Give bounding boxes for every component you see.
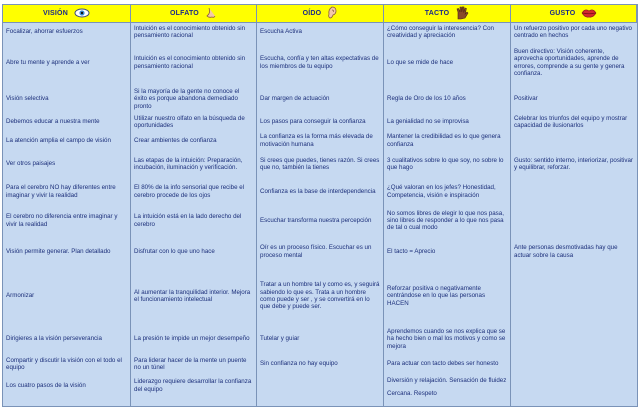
table-cell xyxy=(131,177,256,206)
cell-text: Escuchar transforma nuestra percepción xyxy=(260,216,372,224)
cell-text: Escucha Activa xyxy=(260,28,302,36)
cell-text: Gusto: sentido interno, interiorizar, positivar y equilibrar, reforzar. xyxy=(514,156,633,171)
column-2 xyxy=(131,23,257,406)
ear-icon xyxy=(327,6,337,21)
cell-text: Visión selectiva xyxy=(6,95,49,103)
table-cell xyxy=(131,235,256,268)
table-cell xyxy=(511,23,637,41)
header-label: OLFATO xyxy=(170,10,199,17)
cell-text: Crear ambientes de confianza xyxy=(134,136,217,144)
cell-text: Para liderar hacer de la mente un puente no un túnel xyxy=(134,356,247,371)
cell-text: Para el cerebro NO hay diferentes entre imaginar y vivir la realidad xyxy=(6,184,116,199)
table-cell xyxy=(3,41,130,84)
cell-text: Escucha, confía y ten altas expectativas de los miembros de tu equipo xyxy=(260,55,379,70)
table-cell xyxy=(257,268,383,324)
column-5 xyxy=(511,23,637,406)
table-cell xyxy=(384,374,510,388)
cell-text: El cerebro no diferencia entre imaginar y vivir la realidad xyxy=(6,213,118,228)
table-cell xyxy=(131,151,256,177)
table-cell xyxy=(384,206,510,235)
header-2 xyxy=(131,5,257,23)
column-4 xyxy=(384,23,511,406)
table-cell xyxy=(131,374,256,397)
cell-text: Cercana. Respeto xyxy=(387,389,437,397)
table-cell xyxy=(384,268,510,324)
eye-icon xyxy=(74,8,90,20)
cell-text: La atención amplia el campo de visión xyxy=(6,136,111,144)
table-cell xyxy=(384,177,510,206)
table-cell xyxy=(384,84,510,114)
lips-icon xyxy=(581,8,597,20)
table-cell xyxy=(3,206,130,235)
table-cell xyxy=(131,324,256,354)
table-cell xyxy=(257,324,383,354)
table-cell xyxy=(257,130,383,151)
cell-text: Aprendemos cuando se nos explica que se ha hecho bien o mal los motivos y como se mejora xyxy=(387,328,506,350)
cell-text: Liderazgo requiere desarrollar la confianza del equipo xyxy=(134,378,252,393)
table-cell xyxy=(257,23,383,41)
cell-text: Las etapas de la intuición: Preparación, incubación, iluminación y verificación. xyxy=(134,156,243,171)
table-cell xyxy=(257,235,383,268)
table-cell xyxy=(257,206,383,235)
cell-text: Focalizar, ahorrar esfuerzos xyxy=(6,28,83,36)
cell-text: Compartir y discutir la visión con el todo el equipo xyxy=(6,356,122,371)
table-cell xyxy=(384,130,510,151)
header-label: OÍDO xyxy=(302,10,322,17)
nose-icon xyxy=(205,7,217,21)
cell-text: Confianza es la base de interdependencia xyxy=(260,187,376,195)
cell-text: La presión te impide un mejor desempeño xyxy=(134,335,250,343)
sense-table xyxy=(2,4,638,407)
table-cell xyxy=(257,354,383,374)
table-cell xyxy=(3,324,130,354)
cell-text: ¿Qué valoran en los jefes? Honestidad, Competencia, visión e inspiración xyxy=(387,184,496,199)
cell-text: Buen directivo: Visión coherente, aprovecha oportunidades, aprende de errores, comprende a su gente y genera confianza. xyxy=(514,47,625,77)
header-3 xyxy=(257,5,384,23)
column-1 xyxy=(3,23,131,406)
header-label: VISIÓN xyxy=(43,10,68,17)
cell-text: Celebrar los triunfos del equipo y mostrar capacidad de ilusionarlos xyxy=(514,114,628,129)
cell-text: Sin confianza no hay equipo xyxy=(260,360,338,368)
table-cell xyxy=(131,23,256,41)
column-3 xyxy=(257,23,384,406)
table-cell xyxy=(131,114,256,130)
cell-text: Ver otros paisajes xyxy=(6,160,56,168)
cell-text: Intuición es el conocimiento obtenido sin pensamiento racional xyxy=(134,24,246,39)
table-cell xyxy=(3,114,130,130)
header-5 xyxy=(511,5,637,23)
table-cell xyxy=(384,41,510,84)
table-cell xyxy=(384,151,510,177)
table-cell xyxy=(511,41,637,84)
table-cell xyxy=(257,177,383,206)
table-cell xyxy=(511,235,637,268)
cell-text: Utilizar nuestro olfato en la búsqueda de oportunidades xyxy=(134,114,245,129)
cell-text: Un refuerzo positivo por cada uno negativo centrado en hechos xyxy=(514,24,632,39)
cell-text: Disfrutar con lo que uno hace xyxy=(134,247,215,255)
cell-text: Debemos educar a nuestra mente xyxy=(6,118,100,126)
table-cell xyxy=(511,114,637,130)
cell-text: Al aumentar la tranquilidad interior. Mejora el funcionamiento intelectual xyxy=(134,288,251,303)
cell-text: El 80% de la info sensorial que recibe el cerebro procede de los ojos xyxy=(134,184,245,199)
cell-text: Los cuatro pasos de la visión xyxy=(6,381,86,389)
cell-text: Regla de Oro de los 10 años xyxy=(387,95,466,103)
table-cell xyxy=(384,23,510,41)
cell-text: Tutelar y guiar xyxy=(260,335,300,343)
cell-text: Para actuar con tacto debes ser honesto xyxy=(387,360,499,368)
cell-text: El tacto = Aprecio xyxy=(387,247,436,255)
table-cell xyxy=(3,84,130,114)
cell-text: Armonizar xyxy=(6,292,35,300)
hand-icon xyxy=(455,6,469,22)
table-cell xyxy=(384,388,510,399)
table-cell xyxy=(3,354,130,374)
cell-text: Oír es un proceso físico. Escuchar es un proceso mental xyxy=(260,244,372,259)
cell-text: Abre tu mente y aprende a ver xyxy=(6,58,90,66)
table-cell xyxy=(3,151,130,177)
table-cell xyxy=(3,23,130,41)
header-1 xyxy=(3,5,131,23)
table-cell xyxy=(384,114,510,130)
table-cell xyxy=(131,130,256,151)
table-cell xyxy=(3,374,130,397)
table-cell xyxy=(131,41,256,84)
table-cell xyxy=(131,84,256,114)
table-cell xyxy=(131,354,256,374)
cell-text: Si crees que puedes, tienes razón. Si crees que no, también la tienes xyxy=(260,156,380,171)
cell-text: Positivar xyxy=(514,95,538,103)
cell-text: Si la mayoría de la gente no conoce el éxito es porque abandona demediado pronto xyxy=(134,88,240,110)
cell-text: Los pasos para conseguir la confianza xyxy=(260,118,366,126)
table-cell xyxy=(257,114,383,130)
cell-text: No somos libres de elegir lo que nos pasa, sino libres de responder a lo que nos pasa de tal o cual modo xyxy=(387,209,504,232)
table-cell xyxy=(3,268,130,324)
cell-text: 3 cualitativos sobre lo que soy, no sobre lo que hago xyxy=(387,156,504,171)
cell-text: Dar margen de actuación xyxy=(260,95,330,103)
table-cell xyxy=(131,268,256,324)
table-cell xyxy=(257,41,383,84)
table-cell xyxy=(257,151,383,177)
header-4 xyxy=(384,5,511,23)
table-cell xyxy=(131,206,256,235)
table-cell xyxy=(257,84,383,114)
cell-text: La intuición está en la lado derecho del cerebro xyxy=(134,213,242,228)
cell-text: La confianza es la forma más elevada de motivación humana xyxy=(260,133,373,148)
header-label: GUSTO xyxy=(549,10,576,17)
table-cell xyxy=(384,235,510,268)
table-cell xyxy=(384,354,510,374)
cell-text: Mantener la credibilidad es lo que genera confianza xyxy=(387,133,501,148)
header-label: TACTO xyxy=(424,10,450,17)
cell-text: La genialidad no se improvisa xyxy=(387,118,469,126)
cell-text: Lo que se mide de hace xyxy=(387,58,454,66)
table-cell xyxy=(384,324,510,354)
table-cell xyxy=(511,84,637,114)
table-cell xyxy=(3,235,130,268)
table-cell xyxy=(3,177,130,206)
table-cell xyxy=(3,130,130,151)
cell-text: Tratar a un hombre tal y como es, y seguirá sabiendo lo que es. Trata a un hombre como puede y ser , y se convertirá en lo que debe y puede ser. xyxy=(260,281,380,311)
cell-text: Diversión y relajación. Sensación de fluidez xyxy=(387,377,507,385)
cell-text: Ante personas desmotivadas hay que actuar sobre la causa xyxy=(514,244,618,259)
cell-text: ¿Cómo conseguir la interesencia? Con creatividad y apreciación xyxy=(387,24,494,39)
cell-text: Dirigieres a la visión perseverancia xyxy=(6,335,102,343)
cell-text: Intuición es el conocimiento obtenido sin pensamiento racional xyxy=(134,55,246,70)
cell-text: Reforzar positiva o negativamente centrándose en lo que las personas HACEN xyxy=(387,285,486,307)
cell-text: Visión permite generar. Plan detallado xyxy=(6,247,111,255)
table-cell xyxy=(511,151,637,177)
